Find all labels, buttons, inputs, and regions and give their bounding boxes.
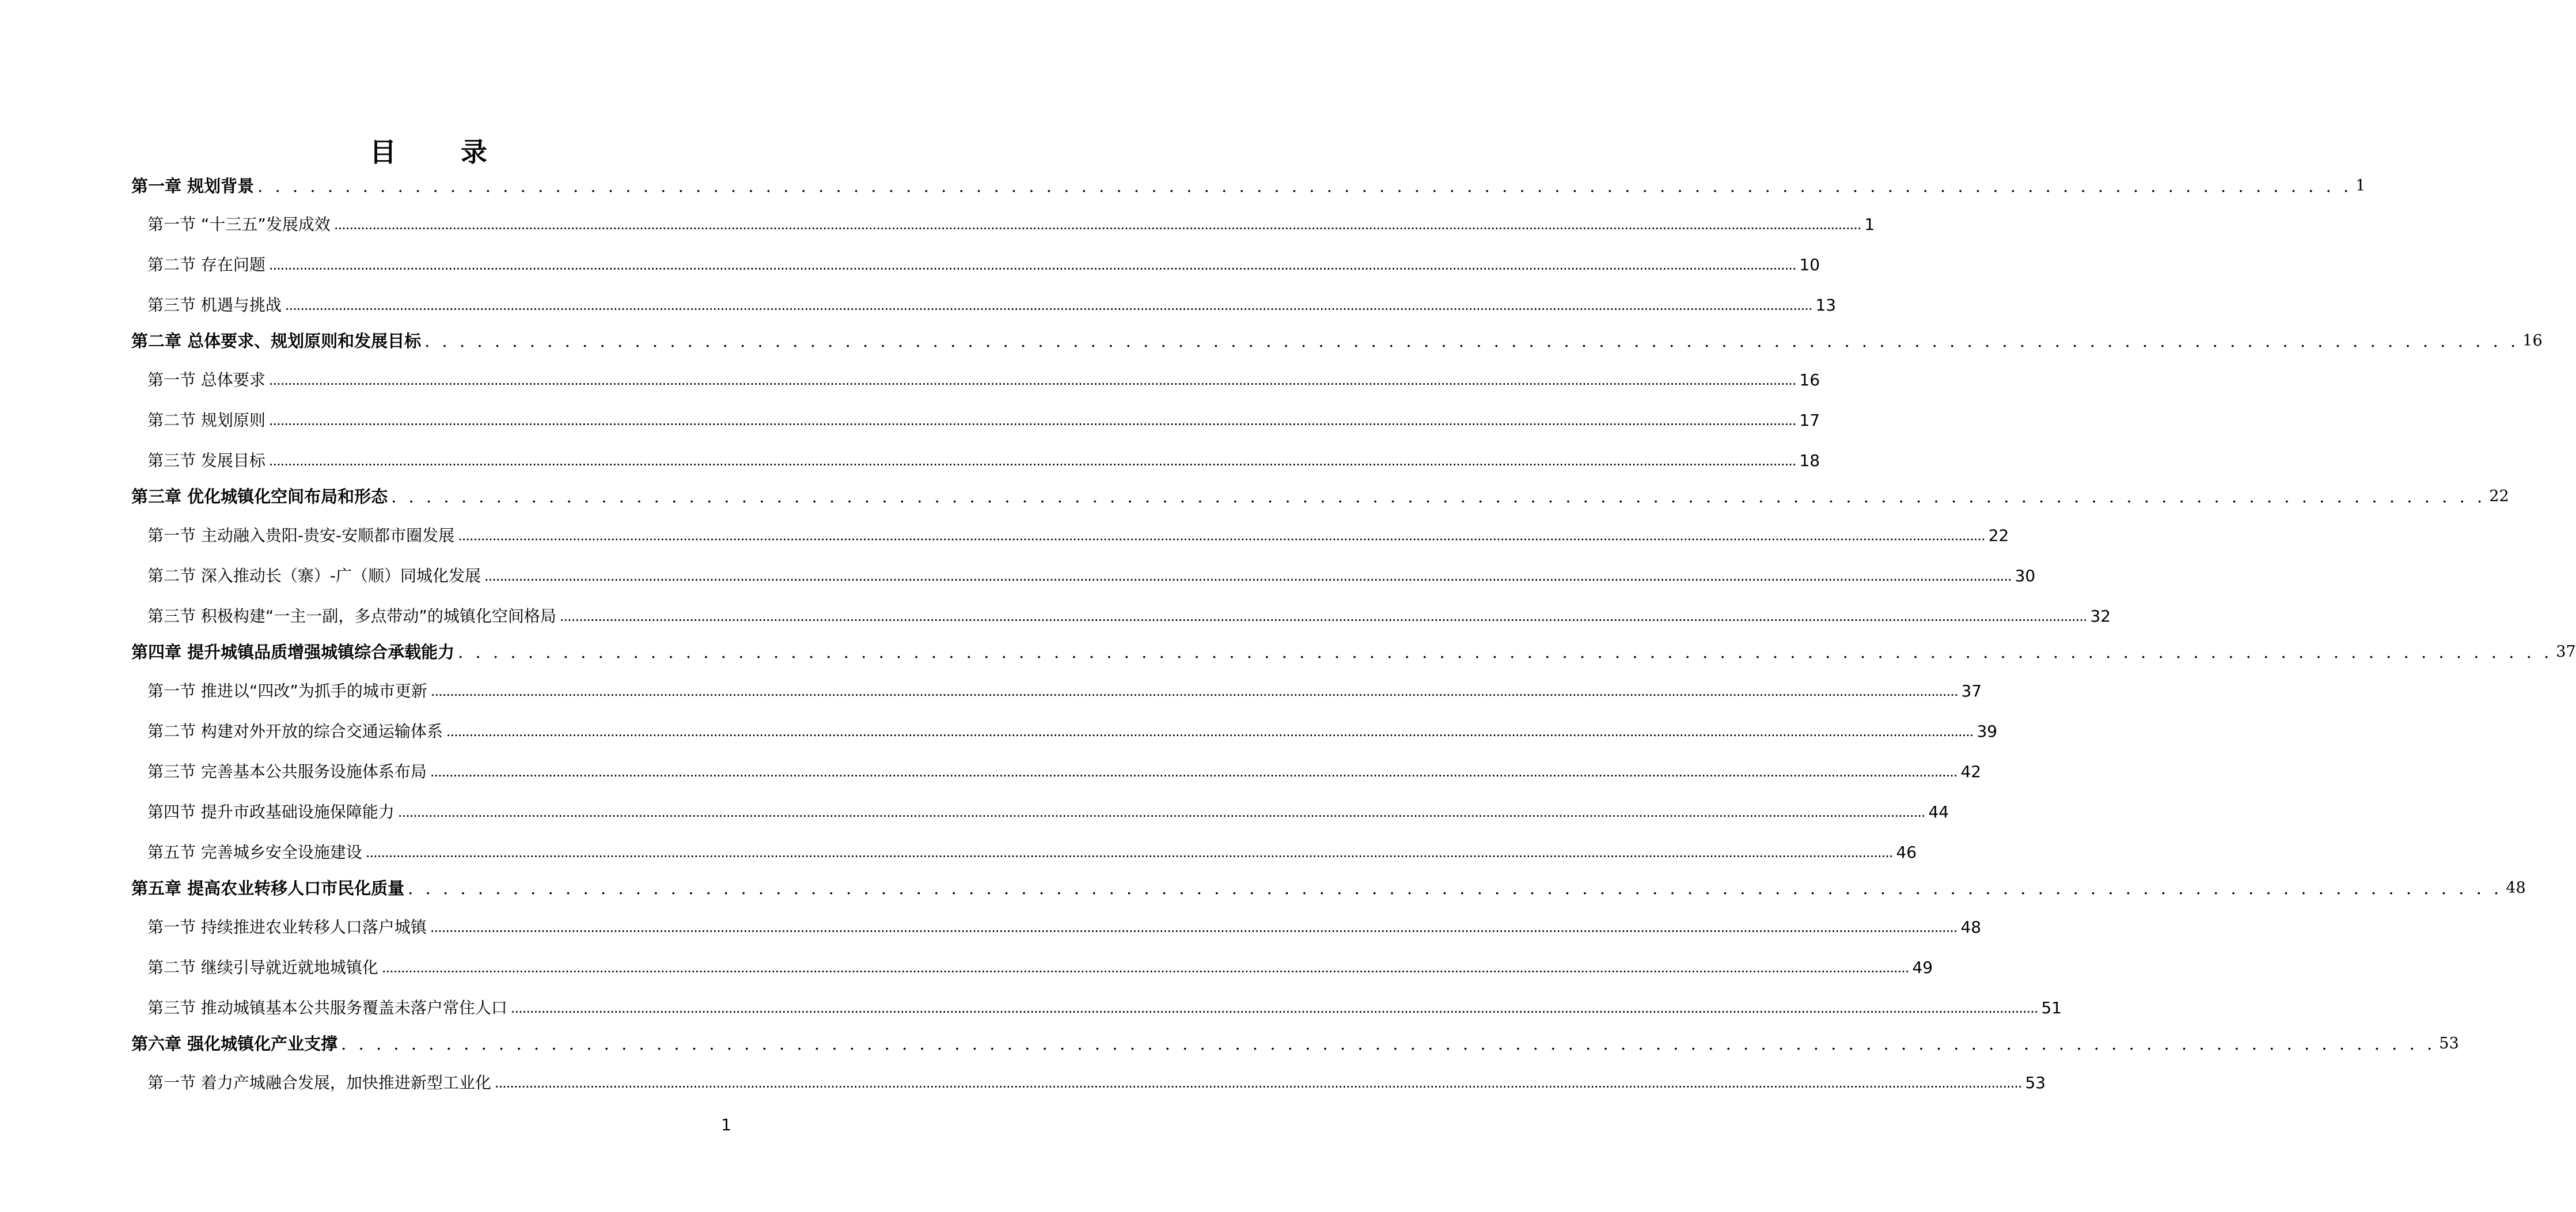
toc-entry-page: 32 [2090, 607, 2111, 626]
toc-dot-leader: ................................................................................................................................................................................................................................................................................................................................................................................................................ [381, 960, 1909, 976]
toc-entry-label: 第三章 优化城镇化空间布局和形态 [131, 487, 388, 506]
toc-section-entry [147, 565, 2036, 588]
toc-dot-leader: ................................................................................................................................................................................................................................................................................................................................................................................................................ [510, 1000, 2038, 1016]
toc-entry-page: 37 [2556, 643, 2576, 661]
toc-entry-label: 第三节 推动城镇基本公共服务覆盖未落户常住人口 [147, 998, 507, 1017]
toc-entry-label: 第二节 深入推动长（寨）-广（顺）同城化发展 [147, 566, 481, 585]
toc-entry-page: 48 [2506, 879, 2526, 897]
toc-dot-leader: ................................................................................................................................................................................................................................................................................................................................................................................................................ [458, 528, 1985, 544]
toc-chapter-entry [131, 485, 2509, 508]
toc-entry-label: 第三节 发展目标 [147, 451, 265, 470]
toc-entry-label: 第一节 总体要求 [147, 370, 265, 389]
toc-dot-leader: . . . . . . . . . . . . . . . . . . . . . . . . . . . . . . . . . . . . . . . . . . . . . . . . . . . . . . . . . . . . . . . . . . . . . . . . . . . . . . . . . . . . . . . . . . . . . . . . . . . . . . . . . . . . . . . . . . . . . . . . [391, 487, 2486, 506]
toc-dot-leader: ................................................................................................................................................................................................................................................................................................................................................................................................................ [430, 683, 1958, 699]
toc-entry-page: 1 [2355, 177, 2366, 195]
toc-section-entry [147, 449, 1820, 472]
toc-dot-leader: ................................................................................................................................................................................................................................................................................................................................................................................................................ [268, 412, 1796, 429]
toc-section-entry [147, 369, 1820, 392]
toc-chapter-entry [131, 877, 2526, 900]
toc-section-entry [147, 956, 1933, 979]
toc-entry-page: 16 [1799, 370, 1820, 389]
toc-dot-leader: . . . . . . . . . . . . . . . . . . . . . . . . . . . . . . . . . . . . . . . . . . . . . . . . . . . . . . . . . . . . . . . . . . . . . . . . . . . . . . . . . . . . . . . . . . . . . . . . . . . . . . . . . . . . . . . . . . . . . . . . [458, 642, 2553, 662]
toc-entry-page: 49 [1912, 958, 1933, 977]
toc-entry-label: 第四节 提升市政基础设施保障能力 [147, 802, 394, 821]
toc-section-entry [147, 720, 1998, 743]
toc-section-entry [147, 409, 1820, 432]
toc-entry-label: 第二节 构建对外开放的综合交通运输体系 [147, 722, 443, 741]
toc-entry-page: 42 [1960, 762, 1982, 781]
toc-section-entry [147, 253, 1820, 277]
toc-dot-leader: ................................................................................................................................................................................................................................................................................................................................................................................................................ [268, 372, 1796, 388]
toc-entry-label: 第三节 机遇与挑战 [147, 296, 282, 315]
toc-entry-label: 第六章 强化城镇化产业支撑 [131, 1034, 338, 1054]
toc-entry-label: 第二节 存在问题 [147, 255, 265, 274]
toc-dot-leader: ................................................................................................................................................................................................................................................................................................................................................................................................................ [268, 453, 1796, 469]
toc-dot-leader: ................................................................................................................................................................................................................................................................................................................................................................................................................ [430, 764, 1957, 780]
toc-dot-leader: ................................................................................................................................................................................................................................................................................................................................................................................................................ [365, 844, 1893, 861]
toc-entry-label: 第三节 完善基本公共服务设施体系布局 [147, 762, 427, 781]
toc-entry-page: 46 [1896, 843, 1917, 862]
toc-section-entry [147, 294, 1837, 317]
toc-dot-leader: ................................................................................................................................................................................................................................................................................................................................................................................................................ [494, 1075, 2022, 1091]
toc-dot-leader: ................................................................................................................................................................................................................................................................................................................................................................................................................ [268, 257, 1796, 273]
toc-entry-page: 18 [1799, 451, 1820, 470]
toc-chapter-entry [131, 329, 2543, 353]
toc-entry-page: 44 [1928, 802, 1949, 821]
toc-entry-page: 51 [2041, 998, 2062, 1017]
toc-dot-leader: . . . . . . . . . . . . . . . . . . . . . . . . . . . . . . . . . . . . . . . . . . . . . . . . . . . . . . . . . . . . . . . . . . . . . . . . . . . . . . . . . . . . . . . . . . . . . . . . . . . . . . . . . . . . . . . . . . . . . . . . [408, 878, 2503, 898]
toc-entry-page: 48 [1960, 918, 1982, 937]
toc-entry-page: 53 [2439, 1035, 2459, 1052]
toc-entry-label: 第一节 主动融入贵阳-贵安-安顺都市圈发展 [147, 526, 455, 545]
toc-section-entry [147, 916, 1982, 939]
toc-entry-page: 1 [1864, 215, 1875, 234]
toc-dot-leader: ................................................................................................................................................................................................................................................................................................................................................................................................................ [397, 804, 1925, 820]
toc-entry-label: 第一节 推进以“四改”为抓手的城市更新 [147, 681, 427, 700]
toc-entry-page: 39 [1976, 722, 1998, 741]
toc-dot-leader: ................................................................................................................................................................................................................................................................................................................................................................................................................ [559, 608, 2087, 624]
toc-title: 目 录 [369, 137, 515, 168]
toc-entry-label: 第二节 继续引导就近就地城镇化 [147, 958, 378, 977]
toc-chapter-entry [131, 1032, 2459, 1055]
toc-entry-label: 第三节 积极构建“一主一副，多点带动”的城镇化空间格局 [147, 607, 556, 626]
toc-section-entry [147, 841, 1917, 864]
toc-entry-label: 第一节 着力产城融合发展，加快推进新型工业化 [147, 1073, 491, 1092]
toc-entry-label: 第一节 持续推进农业转移人口落户城镇 [147, 918, 427, 937]
toc-entry-label: 第四章 提升城镇品质增强城镇综合承载能力 [131, 642, 455, 662]
toc-section-entry [147, 605, 2111, 628]
toc-dot-leader: ................................................................................................................................................................................................................................................................................................................................................................................................................ [333, 217, 1861, 233]
toc-entry-page: 16 [2522, 332, 2543, 350]
toc-dot-leader: . . . . . . . . . . . . . . . . . . . . . . . . . . . . . . . . . . . . . . . . . . . . . . . . . . . . . . . . . . . . . . . . . . . . . . . . . . . . . . . . . . . . . . . . . . . . . . . . . . . . . . . . . . . . . . . . . . . . . . . . [424, 331, 2520, 351]
toc-chapter-entry [131, 175, 2366, 198]
toc-entry-page: 53 [2025, 1073, 2046, 1092]
toc-section-entry [147, 680, 1982, 703]
toc-entry-page: 13 [1815, 296, 1837, 315]
toc-dot-leader: ................................................................................................................................................................................................................................................................................................................................................................................................................ [446, 724, 1974, 740]
toc-dot-leader: . . . . . . . . . . . . . . . . . . . . . . . . . . . . . . . . . . . . . . . . . . . . . . . . . . . . . . . . . . . . . . . . . . . . . . . . . . . . . . . . . . . . . . . . . . . . . . . . . . . . . . . . . . . . . . . . . . . . . . . . [257, 176, 2353, 196]
toc-section-entry [147, 760, 1982, 783]
toc-section-entry [147, 801, 1949, 824]
toc-section-entry [147, 524, 2009, 547]
toc-entry-page: 37 [1961, 681, 1982, 700]
toc-dot-leader: ................................................................................................................................................................................................................................................................................................................................................................................................................ [484, 568, 2012, 584]
page-number: 1 [721, 1115, 731, 1134]
toc-entry-label: 第二节 规划原则 [147, 411, 265, 430]
toc-entry-label: 第一章 规划背景 [131, 176, 255, 196]
toc-dot-leader: ................................................................................................................................................................................................................................................................................................................................................................................................................ [284, 297, 1812, 313]
toc-entry-label: 第二章 总体要求、规划原则和发展目标 [131, 331, 422, 351]
toc-entry-page: 22 [1988, 526, 2009, 545]
toc-entry-label: 第五章 提高农业转移人口市民化质量 [131, 878, 405, 898]
toc-dot-leader: . . . . . . . . . . . . . . . . . . . . . . . . . . . . . . . . . . . . . . . . . . . . . . . . . . . . . . . . . . . . . . . . . . . . . . . . . . . . . . . . . . . . . . . . . . . . . . . . . . . . . . . . . . . . . . . . . . . . . . . . [341, 1034, 2436, 1054]
toc-section-entry [147, 1071, 2046, 1094]
toc-entry-label: 第五节 完善城乡安全设施建设 [147, 843, 362, 862]
toc-entry-page: 22 [2489, 487, 2509, 505]
toc-chapter-entry [131, 641, 2576, 664]
toc-section-entry [147, 997, 2062, 1020]
toc-entry-page: 10 [1799, 255, 1820, 274]
toc-entry-page: 17 [1799, 411, 1820, 430]
toc-entry-page: 30 [2014, 566, 2036, 585]
toc-section-entry [147, 213, 1875, 236]
toc-entry-label: 第一节 “十三五”发展成效 [147, 215, 331, 234]
toc-dot-leader: ................................................................................................................................................................................................................................................................................................................................................................................................................ [430, 919, 1957, 935]
